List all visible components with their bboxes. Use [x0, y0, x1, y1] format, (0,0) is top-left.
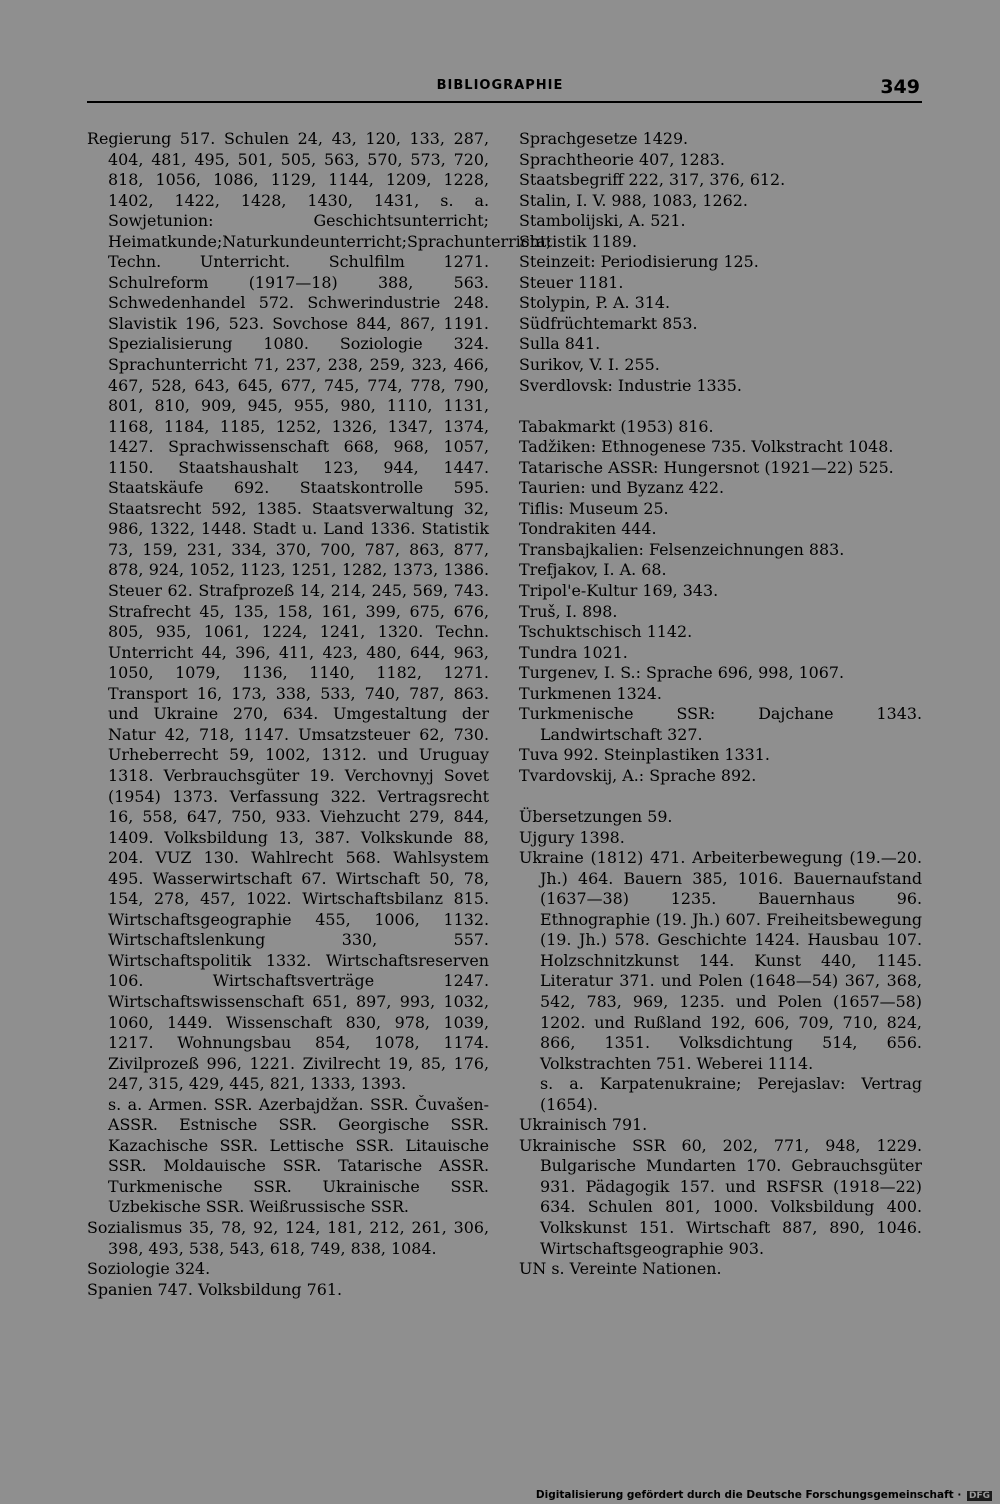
footer-text: Digitalisierung gefördert durch die Deutsche Forschungsgemeinschaft · — [535, 1489, 962, 1501]
index-entry: Ujgury 1398. — [519, 827, 625, 847]
index-entry: Übersetzungen 59. — [519, 807, 673, 827]
index-entry: Stambolijski, A. 521. — [519, 211, 686, 231]
header-rule — [87, 101, 922, 103]
index-entry: Soziologie 324. — [87, 1259, 211, 1279]
index-entry: Tondrakiten 444. — [519, 519, 657, 539]
index-entry: Trefjakov, I. A. 68. — [519, 560, 667, 580]
index-entry: Stolypin, P. A. 314. — [519, 293, 671, 313]
index-entry: Spanien 747. Volksbildung 761. — [87, 1279, 343, 1299]
index-entry: Turkmenische SSR: Dajchane 1343. Landwirtschaft 327. — [519, 704, 922, 744]
index-entry: Sprachgesetze 1429. — [519, 129, 689, 148]
index-entry: Sverdlovsk: Industrie 1335. — [519, 375, 742, 395]
letter-group-gap — [519, 787, 922, 808]
index-entry: Tiflis: Museum 25. — [519, 498, 669, 518]
index-entry: Staatsbegriff 222, 317, 376, 612. — [519, 170, 786, 190]
digitization-footer — [536, 1489, 992, 1501]
index-entry: Turkmenen 1324. — [519, 683, 662, 703]
index-entry: Statistik 1189. — [519, 231, 638, 251]
index-entry: Steinzeit: Periodisierung 125. — [519, 252, 759, 272]
index-entry: Stalin, I. V. 988, 1083, 1262. — [519, 190, 748, 210]
left-column — [87, 129, 552, 1300]
index-entry: Tvardovskij, A.: Sprache 892. — [519, 765, 757, 785]
index-entry: Surikov, V. I. 255. — [519, 355, 660, 375]
index-entry: UN s. Vereinte Nationen. — [519, 1259, 722, 1279]
page-number: 349 — [880, 76, 920, 98]
index-entry: Sulla 841. — [519, 334, 601, 354]
running-header: BIBLIOGRAPHIE — [436, 78, 564, 93]
index-entry-continuation: Regierung 517. Schulen 24, 43, 120, 133, 287, 404, 481, 495, 501, 505, 563, 570, 573, 720, 818, 1056, 1086, 1129, 1144, 1209, 1228, 1402, 1422, 1428, 1430, 1431, s. a. Sowjetunion: Geschichtsunterricht; Heimatkunde;Naturkundeunterricht;Sprachunterricht; Techn. Unterricht. Schulfilm 1271. Schulreform (1917—18) 388, 563. Schwedenhandel 572. Schwerindustrie 248. Slavistik 196, 523. Sovchose 844, 867, 1191. Spezialisierung 1080. Soziologie 324. Sprachunterricht 71, 237, 238, 259, 323, 466, 467, 528, 643, 645, 677, 745, 774, 778, 790, 801, 810, 909, 945, 955, 980, 1110, 1131, 1168, 1184, 1185, 1252, 1326, 1347, 1374, 1427. Sprachwissenschaft 668, 968, 1057, 1150. Staatshaushalt 123, 944, 1447. Staatskäufe 692. Staatskontrolle 595. Staatsrecht 592, 1385. Staatsverwaltung 32, 986, 1322, 1448. Stadt u. Land 1336. Statistik 73, 159, 231, 334, 370, 700, 787, 863, 877, 878, 924, 1052, 1123, 1251, 1282, 1373, 1386. Steuer 62. Strafprozeß 14, 214, 245, 569, 743. Strafrecht 45, 135, 158, 161, 399, 675, 676, 805, 935, 1061, 1224, 1241, 1320. Techn. Unterricht 44, 396, 411, 423, 480, 644, 963, 1050, 1079, 1136, 1140, 1182, 1271. Transport 16, 173, 338, 533, 740, 787, 863. und Ukraine 270, 634. Umgestaltung der Natur 42, 718, 1147. Umsatzsteuer 62, 730. Urheberrecht 59, 1002, 1312. und Uruguay 1318. Verbrauchsgüter 19. Verchovnyj Sovet (1954) 1373. Verfassung 322. Vertragsrecht 16, 558, 647, 750, 933. Viehzucht 279, 844, 1409. Volksbildung 13, 387. Volkskunde 88, 204. VUZ 130. Wahlrecht 568. Wahlsystem 495. Wasserwirtschaft 67. Wirtschaft 50, 78, 154, 278, 457, 1022. Wirtschaftsbilanz 815. Wirtschaftsgeographie 455, 1006, 1132. Wirtschaftslenkung 330, 557. Wirtschaftspolitik 1332. Wirtschaftsreserven 106. Wirtschaftsverträge 1247. Wirtschaftswissenschaft 651, 897, 993, 1032, 1060, 1449. Wissenschaft 830, 978, 1039, 1217. Wohnungsbau 854, 1078, 1174. Zivilprozeß 996, 1221. Zivilrecht 19, 85, 176, 247, 315, 429, 445, 821, 1333, 1393. — [87, 129, 552, 1094]
index-entry: Ukrainische SSR 60, 202, 771, 948, 1229. Bulgarische Mundarten 170. Gebrauchsgüter 931. Pädagogik 157. und RSFSR (1918—22) 634. Schulen 801, 1000. Volksbildung 400. Volkskunst 151. Wirtschaft 887, 890, 1046. Wirtschaftsgeographie 903. — [519, 1135, 922, 1258]
index-entry: Tatarische ASSR: Hungersnot (1921—22) 525. — [519, 457, 894, 477]
letter-group-gap — [519, 396, 922, 417]
index-entry: Ukrainisch 791. — [519, 1115, 648, 1135]
index-entry: Ukraine (1812) 471. Arbeiterbewegung (19.—20. Jh.) 464. Bauern 385, 1016. Bauernaufstand (1637—38) 1235. Bauernhaus 96. Ethnographie (19. Jh.) 607. Freiheitsbewegung (19. Jh.) 578. Geschichte 1424. Hausbau 107. Holzschnitzkunst 144. Kunst 440, 1145. Literatur 371. und Polen (1648—54) 367, 368, 542, 783, 969, 1235. und Polen (1657—58) 1202. und Rußland 192, 606, 709, 710, 824, 866, 1351. Volksdichtung 514, 656. Volkstrachten 751. Weberei 1114. — [519, 848, 922, 1073]
index-entry: Taurien: und Byzanz 422. — [519, 478, 725, 498]
right-column — [519, 129, 922, 1280]
index-entry: Tundra 1021. — [519, 642, 628, 662]
index-entry: Tuva 992. Steinplastiken 1331. — [519, 745, 770, 765]
index-entry: Truš, I. 898. — [519, 601, 618, 621]
index-entry: Transbajkalien: Felsenzeichnungen 883. — [519, 539, 845, 559]
index-entry: Turgenev, I. S.: Sprache 696, 998, 1067. — [519, 663, 845, 683]
index-entry: Tripol'e-Kultur 169, 343. — [519, 581, 719, 601]
dfg-logo: DFG — [968, 1491, 990, 1501]
index-entry: Sprachtheorie 407, 1283. — [519, 149, 725, 169]
see-also-entry: s. a. Armen. SSR. Azerbajdžan. SSR. Čuvašen-ASSR. Estnische SSR. Georgische SSR. Kazachische SSR. Lettische SSR. Litauische SSR. Moldauische SSR. Tatarische ASSR. Turkmenische SSR. Ukrainische SSR. Uzbekische SSR. Weißrussische SSR. — [108, 1094, 489, 1217]
index-entry: Tadžiken: Ethnogenese 735. Volkstracht 1048. — [519, 437, 894, 457]
index-entry: Steuer 1181. — [519, 272, 624, 292]
index-entry: Tschuktschisch 1142. — [519, 622, 693, 642]
index-entry: Südfrüchtemarkt 853. — [519, 313, 698, 333]
index-entry: Tabakmarkt (1953) 816. — [519, 416, 714, 436]
index-entry: Sozialismus 35, 78, 92, 124, 181, 212, 261, 306, 398, 493, 538, 543, 618, 749, 838, 1084. — [87, 1217, 489, 1258]
see-also-entry: s. a. Karpatenukraine; Perejaslav: Vertrag (1654). — [540, 1074, 922, 1114]
